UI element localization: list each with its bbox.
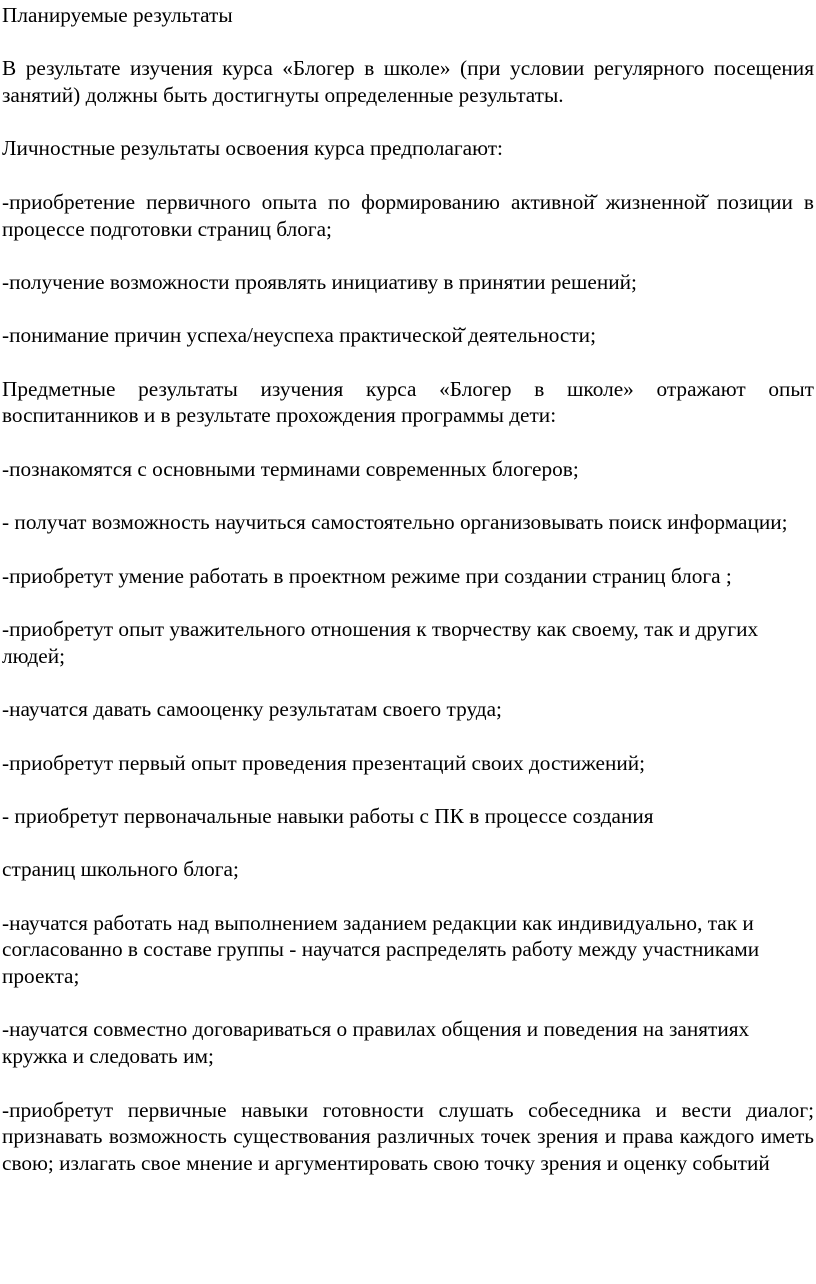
list-item: -приобретут опыт уважительного отношения к творчеству как своему, так и других людей; bbox=[2, 617, 759, 668]
list-item: -научатся совместно договариваться о правилах общения и поведения на занятиях кружка и следовать им; bbox=[2, 1017, 750, 1069]
list-item: - получат возможность научиться самостоятельно организовывать поиск информации; bbox=[2, 510, 788, 535]
list-item: -приобретут умение работать в проектном режиме при создании страниц блога ; bbox=[2, 563, 732, 588]
list-item: -приобретение первичного опыта по формированию активной̆ жизненной̆ позиции в процессе подготовки страниц блога; bbox=[2, 189, 814, 241]
list-item: -научатся работать над выполнением заданием редакции как индивидуально, так и согласованно в составе группы - научатся распределять работу между участниками проекта; bbox=[2, 910, 760, 989]
list-item: -познакомятся с основными терминами современных блогеров; bbox=[2, 456, 579, 481]
document-page bbox=[2, 2, 814, 1203]
list-item: -получение возможности проявлять инициативу в принятии решений; bbox=[2, 269, 637, 294]
list-item: - приобретут первоначальные навыки работы с ПК в процессе создания bbox=[2, 803, 654, 828]
list-item: -научатся давать самооценку результатам своего труда; bbox=[2, 697, 502, 722]
intro-paragraph: В результате изучения курса «Блогер в школе» (при условии регулярного посещения занятий) должны быть достигнуты определенные результаты. bbox=[2, 56, 814, 108]
list-item: -приобретут первичные навыки готовности слушать собеседника и вести диалог; признавать возможность существования различных точек зрения и права каждого иметь свою; излагать свое мнение и аргументировать свою точку зрения и оценку событий bbox=[2, 1097, 814, 1175]
list-item: -приобретут первый опыт проведения презентаций своих достижений; bbox=[2, 750, 646, 775]
personal-results-heading: Личностные результаты освоения курса предполагают: bbox=[2, 136, 503, 161]
list-item: -понимание причин успеха/неуспеха практической̆ деятельности; bbox=[2, 323, 596, 348]
document-heading: Планируемые результаты bbox=[2, 3, 233, 27]
list-item-continuation: страниц школьного блога; bbox=[2, 857, 239, 882]
subject-results-paragraph: Предметные результаты изучения курса «Блогер в школе» отражают опыт воспитанников и в результате прохождения программы дети: bbox=[2, 376, 814, 428]
